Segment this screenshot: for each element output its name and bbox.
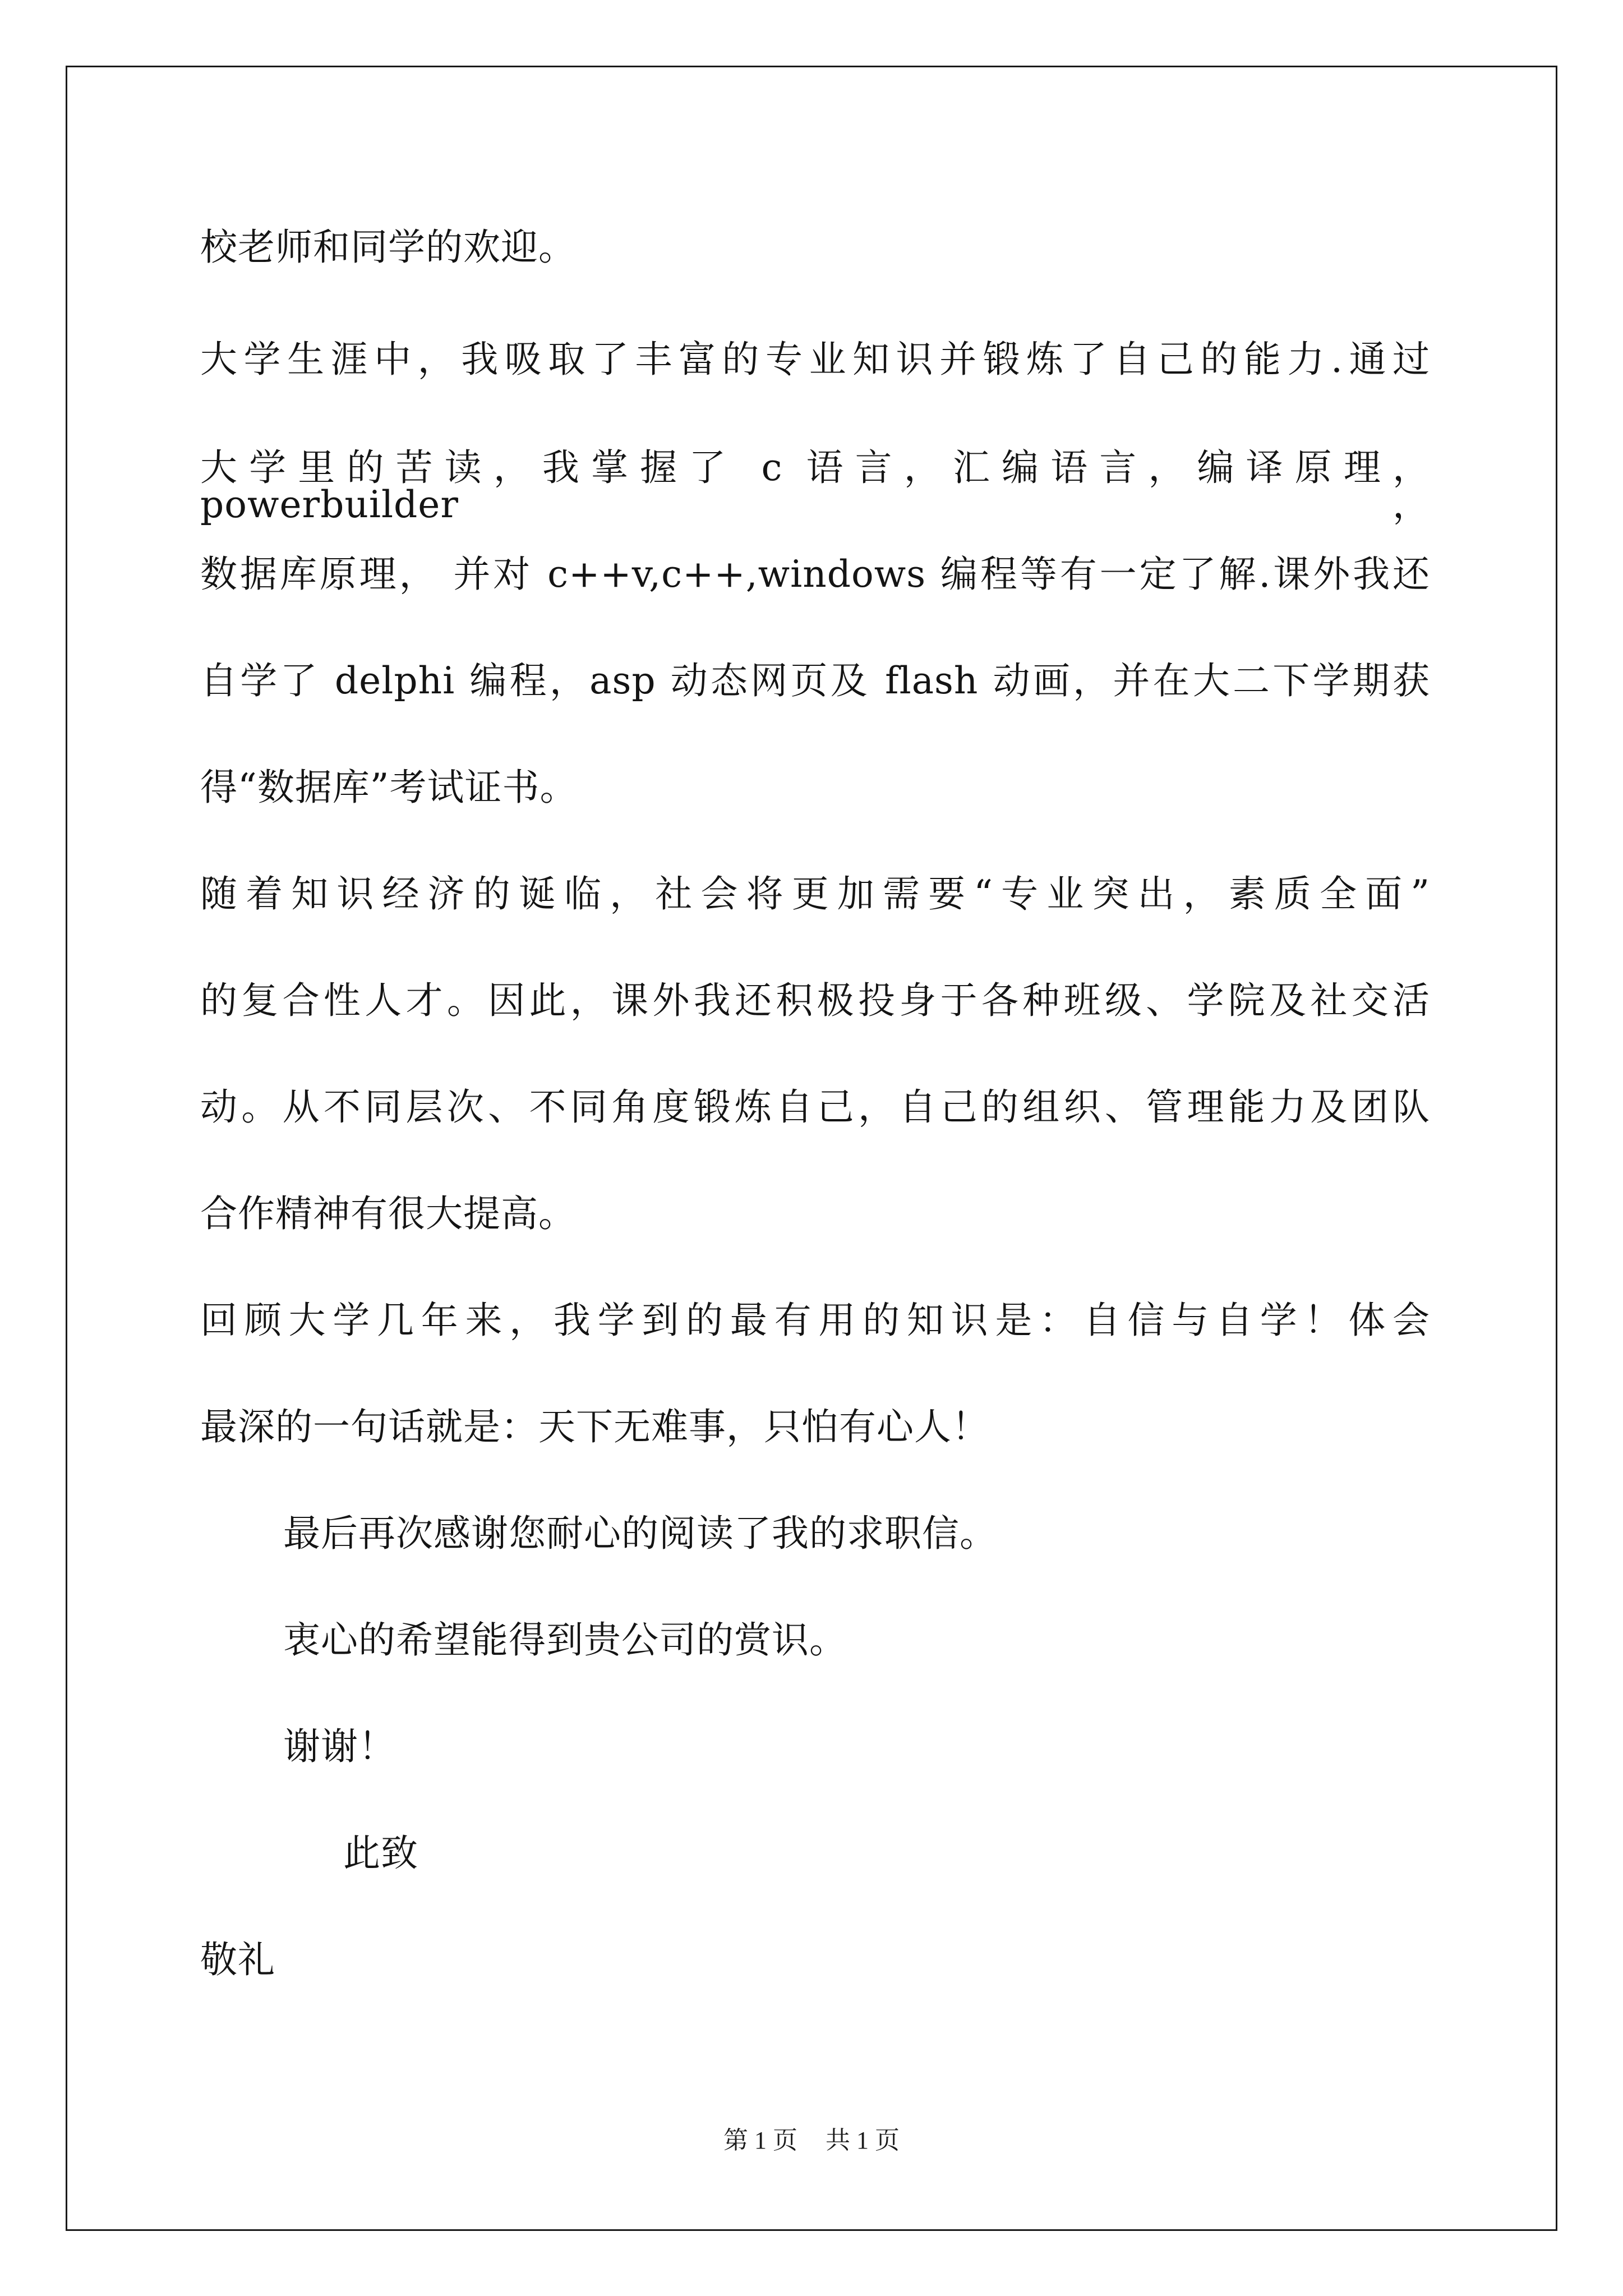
body-line-8: 的复合性人才。因此，课外我还积极投身于各种班级、学院及社交活 — [200, 979, 1430, 1022]
closing-salutation: 此致 — [343, 1832, 418, 1875]
body-line-3: 大学里的苦读，我掌握了 c 语言，汇编语言，编译原理，powerbuilder， — [200, 446, 1430, 526]
body-line-12: 最深的一句话就是：天下无难事，只怕有心人！ — [200, 1405, 989, 1448]
thanks-line: 谢谢！ — [283, 1725, 396, 1768]
body-line-10: 合作精神有很大提高。 — [200, 1192, 576, 1235]
body-line-13: 最后再次感谢您耐心的阅读了我的求职信。 — [283, 1512, 997, 1555]
closing-regards: 敬礼 — [200, 1938, 275, 1981]
page-number-total: 共 1 页 — [826, 2127, 900, 2154]
body-line-5: 自学了 delphi 编程，asp 动态网页及 flash 动画，并在大二下学期获 — [200, 659, 1430, 702]
body-line-9: 动。从不同层次、不同角度锻炼自己，自己的组织、管理能力及团队 — [200, 1085, 1430, 1129]
body-line-4: 数据库原理， 并对 c++v,c++,windows 编程等有一定了解.课外我还 — [200, 553, 1430, 596]
body-line-2: 大学生涯中，我吸取了丰富的专业知识并锻炼了自己的能力.通过 — [200, 338, 1430, 381]
body-line-1: 校老师和同学的欢迎。 — [200, 226, 576, 269]
page-border — [66, 66, 1557, 2231]
body-line-6: 得“数据库”考试证书。 — [200, 766, 578, 809]
page-number-current: 第 1 页 — [723, 2127, 797, 2154]
body-line-11: 回顾大学几年来，我学到的最有用的知识是：自信与自学！体会 — [200, 1299, 1430, 1342]
page-footer — [0, 2128, 1623, 2153]
body-line-7: 随着知识经济的诞临，社会将更加需要“专业突出，素质全面” — [200, 872, 1430, 915]
body-line-14: 衷心的希望能得到贵公司的赏识。 — [283, 1618, 847, 1662]
